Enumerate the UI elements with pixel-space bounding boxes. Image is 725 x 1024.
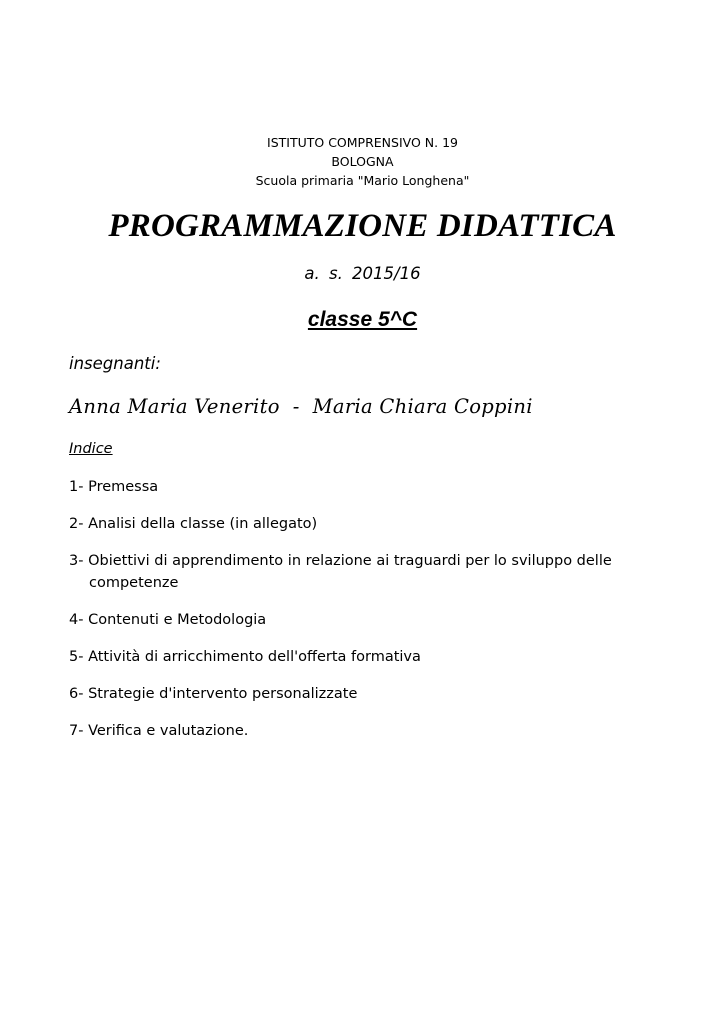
institute-name: ISTITUTO COMPRENSIVO N. 19: [267, 135, 458, 150]
index-item-text: Obiettivi di apprendimento in relazione ai traguardi per lo sviluppo delle: [88, 553, 612, 569]
index-item-continuation: competenze: [89, 575, 179, 591]
school-year: a. s. 2015/16: [304, 264, 421, 283]
index-item-number: 4-: [69, 612, 84, 628]
index-list: [69, 476, 669, 757]
index-item-number: 1-: [69, 479, 84, 495]
index-item-number: 3-: [69, 553, 84, 569]
index-item-text: Contenuti e Metodologia: [88, 612, 267, 628]
index-item-text: Attività di arricchimento dell'offerta formativa: [88, 649, 421, 665]
school-header: [0, 133, 725, 190]
index-item-number: 6-: [69, 686, 84, 702]
index-item-text: Strategie d'intervento personalizzate: [88, 686, 358, 702]
index-item-text: Verifica e valutazione.: [88, 723, 249, 739]
index-heading: Indice: [69, 441, 113, 457]
index-item-text: Analisi della classe (in allegato): [88, 516, 318, 532]
index-item: [69, 513, 669, 535]
index-item: [69, 476, 669, 498]
index-item-text: Premessa: [88, 479, 159, 495]
document-title: PROGRAMMAZIONE DIDATTICA: [108, 208, 617, 244]
class-label: classe 5^C: [307, 308, 418, 331]
city-name: BOLOGNA: [331, 154, 394, 169]
index-item-number: 2-: [69, 516, 84, 532]
index-item: [69, 720, 669, 742]
index-item: [69, 550, 669, 594]
index-item-number: 7-: [69, 723, 84, 739]
teachers-names: Anna Maria Venerito - Maria Chiara Coppini: [69, 395, 533, 418]
index-item: [69, 683, 669, 705]
index-item-number: 5-: [69, 649, 84, 665]
school-name: Scuola primaria "Mario Longhena": [255, 173, 470, 188]
index-item: [69, 609, 669, 631]
index-item: [69, 646, 669, 668]
teachers-label: insegnanti:: [69, 354, 161, 373]
